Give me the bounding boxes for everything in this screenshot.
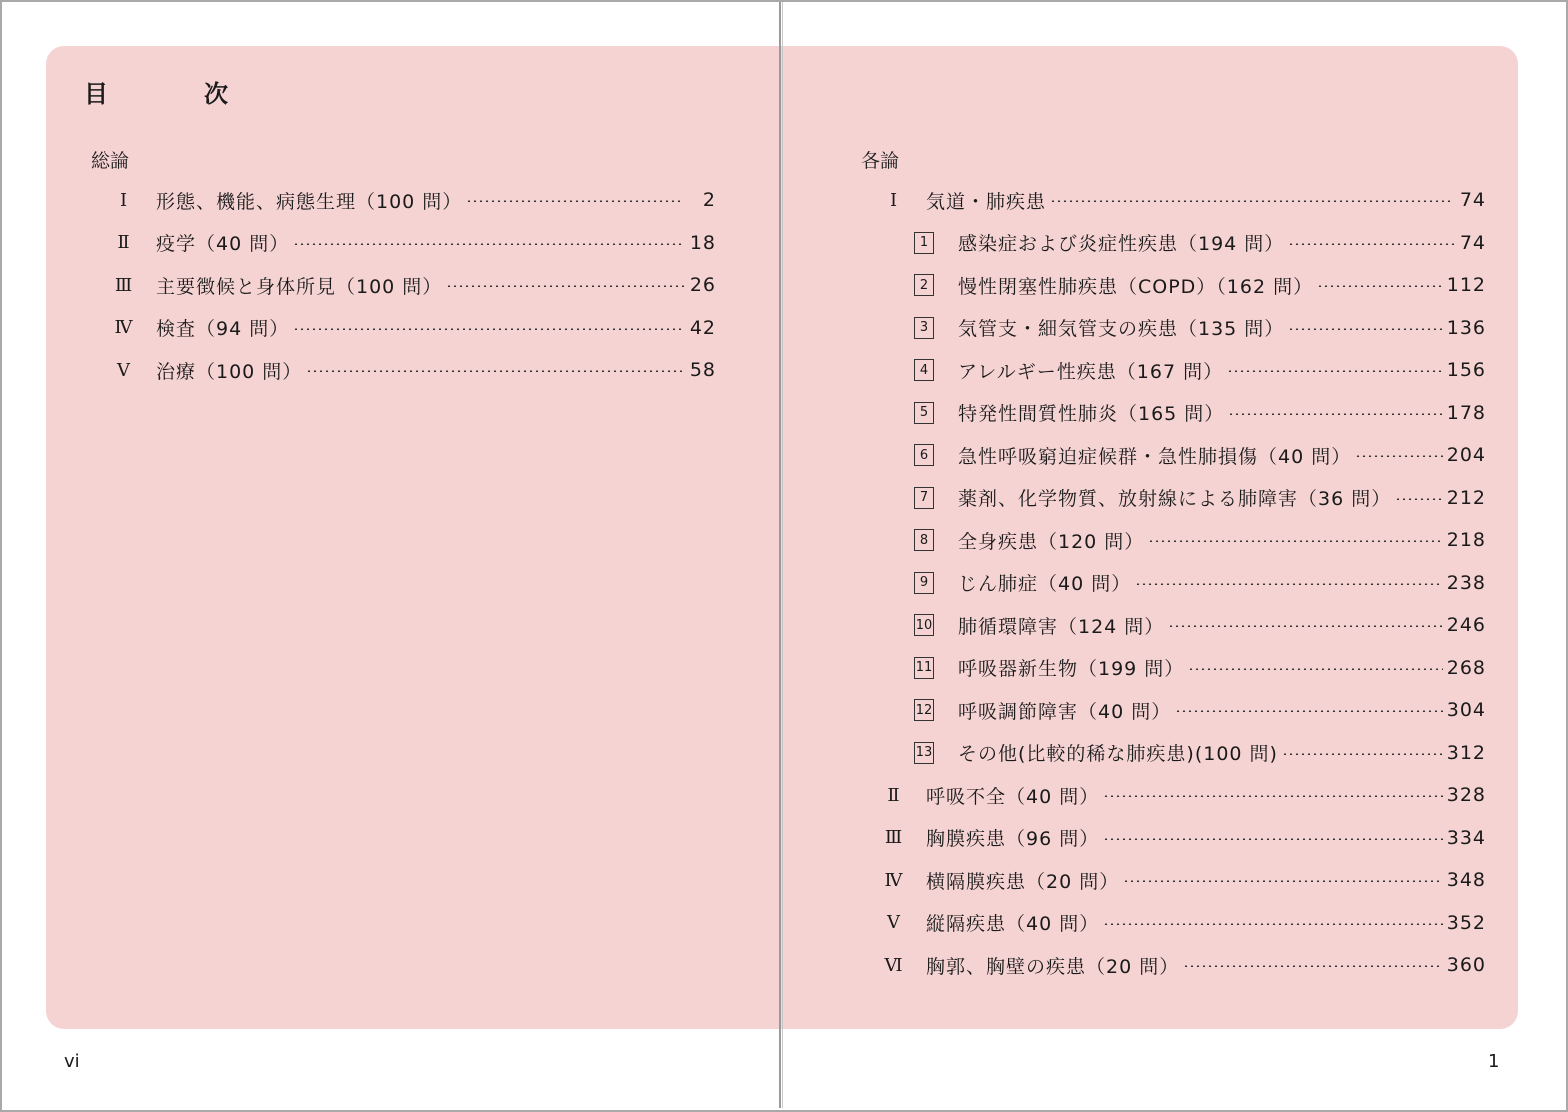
chapter-number: Ⅰ <box>119 189 129 211</box>
dot-leader <box>1317 285 1443 287</box>
chapter-number: Ⅰ <box>889 189 899 211</box>
toc-entry[interactable] <box>874 902 1486 945</box>
toc-entry[interactable] <box>874 732 1486 775</box>
toc-entry[interactable] <box>874 179 1486 222</box>
toc-page-number: 360 <box>1446 954 1486 977</box>
toc-page-number: 156 <box>1446 359 1486 382</box>
section-number-box: 9 <box>914 572 934 594</box>
book-spine <box>779 2 781 1108</box>
dot-leader <box>1183 965 1443 967</box>
dot-leader <box>1050 200 1454 202</box>
section-number-box: 8 <box>914 529 934 551</box>
toc-entry[interactable] <box>874 689 1486 732</box>
chapter-number: Ⅵ <box>884 954 904 976</box>
toc-page-number: 304 <box>1446 699 1486 722</box>
section-number-box: 13 <box>914 742 934 764</box>
dot-leader <box>1288 243 1454 245</box>
dot-leader <box>306 370 684 372</box>
toc-page-number: 268 <box>1446 656 1486 679</box>
chapter-number: Ⅱ <box>117 232 131 254</box>
chapter-number: Ⅴ <box>117 359 131 381</box>
toc-entry[interactable] <box>874 434 1486 477</box>
dot-leader <box>1188 668 1442 670</box>
toc-entry-label: 肺循環障害（124 問） <box>958 615 1165 638</box>
toc-entry[interactable] <box>104 349 716 392</box>
toc-entry-label: 形態、機能、病態生理（100 問） <box>156 190 463 213</box>
toc-page-number: 2 <box>702 189 716 212</box>
toc-entry[interactable] <box>874 647 1486 690</box>
dot-leader <box>293 328 684 330</box>
toc-entry-label: 気管支・細気管支の疾患（135 問） <box>958 318 1285 341</box>
dot-leader <box>1228 413 1442 415</box>
dot-leader <box>1395 498 1443 500</box>
toc-page-number: 74 <box>1459 189 1486 212</box>
toc-page-number: 26 <box>689 274 716 297</box>
toc-entry[interactable] <box>874 562 1486 605</box>
toc-entry[interactable] <box>874 392 1486 435</box>
chapter-number: Ⅳ <box>114 317 134 339</box>
section-number-box: 3 <box>914 317 934 339</box>
toc-page-number: 204 <box>1446 444 1486 467</box>
toc-entry[interactable] <box>874 264 1486 307</box>
section-number-box: 6 <box>914 444 934 466</box>
toc-entry[interactable] <box>874 349 1486 392</box>
dot-leader <box>1168 625 1442 627</box>
dot-leader <box>293 243 684 245</box>
page-title: 目 次 <box>84 80 264 108</box>
toc-page-number: 352 <box>1446 911 1486 934</box>
toc-page-number: 238 <box>1446 571 1486 594</box>
toc-entry-label: 胸膜疾患（96 問） <box>926 828 1100 851</box>
toc-entry-label: その他(比較的稀な肺疾患)(100 問) <box>958 743 1278 766</box>
dot-leader <box>1103 795 1443 797</box>
toc-entry-label: 呼吸不全（40 問） <box>926 785 1100 808</box>
toc-entry[interactable] <box>874 222 1486 265</box>
toc-page-number: 312 <box>1446 741 1486 764</box>
toc-entry-label: 特発性間質性肺炎（165 問） <box>958 403 1225 426</box>
toc-page-number: 246 <box>1446 614 1486 637</box>
toc-entry-label: 検査（94 問） <box>156 318 290 341</box>
dot-leader <box>446 285 684 287</box>
chapter-number: Ⅳ <box>884 869 904 891</box>
toc-entry[interactable] <box>104 307 716 350</box>
toc-entry-label: 全身疾患（120 問） <box>958 530 1145 553</box>
toc-entry[interactable] <box>104 264 716 307</box>
dot-leader <box>1103 923 1443 925</box>
toc-entry-label: 慢性閉塞性肺疾患（COPD）（162 問） <box>958 275 1314 298</box>
toc-entry[interactable] <box>874 477 1486 520</box>
section-number-box: 10 <box>914 614 934 636</box>
dot-leader <box>1175 710 1443 712</box>
dot-leader <box>1103 838 1443 840</box>
toc-entry[interactable] <box>874 944 1486 987</box>
toc-page-number: 74 <box>1459 231 1486 254</box>
section-number-box: 5 <box>914 402 934 424</box>
toc-entry-label: アレルギー性疾患（167 問） <box>958 360 1224 383</box>
toc-list-specific <box>874 179 1486 987</box>
toc-entry[interactable] <box>874 307 1486 350</box>
section-number-box: 1 <box>914 232 934 254</box>
section-heading-specific: 各論 <box>861 150 900 172</box>
toc-entry[interactable] <box>874 817 1486 860</box>
toc-entry-label: 急性呼吸窮迫症候群・急性肺損傷（40 問） <box>958 445 1352 468</box>
toc-entry-label: 疫学（40 問） <box>156 233 290 256</box>
dot-leader <box>1123 880 1443 882</box>
toc-entry-label: 胸郭、胸壁の疾患（20 問） <box>926 955 1180 978</box>
chapter-number: Ⅴ <box>887 912 901 934</box>
chapter-number: Ⅲ <box>884 827 904 849</box>
toc-entry-label: 感染症および炎症性疾患（194 問） <box>958 233 1285 256</box>
toc-entry-label: 主要徴候と身体所見（100 問） <box>156 275 443 298</box>
toc-entry[interactable] <box>104 179 716 222</box>
chapter-number: Ⅱ <box>887 784 901 806</box>
toc-page-number: 58 <box>689 359 716 382</box>
section-heading-general: 総論 <box>91 150 130 172</box>
section-number-box: 12 <box>914 699 934 721</box>
toc-entry-label: 縦隔疾患（40 問） <box>926 913 1100 936</box>
dot-leader <box>1227 370 1443 372</box>
toc-entry-label: 呼吸調節障害（40 問） <box>958 700 1172 723</box>
toc-page-number: 112 <box>1446 274 1486 297</box>
section-number-box: 11 <box>914 657 934 679</box>
toc-entry-label: 横隔膜疾患（20 問） <box>926 870 1120 893</box>
folio-right: 1 <box>1488 1051 1500 1072</box>
dot-leader <box>1282 753 1443 755</box>
toc-list-general <box>104 179 716 392</box>
dot-leader <box>466 200 684 202</box>
toc-entry[interactable] <box>874 774 1486 817</box>
chapter-number: Ⅲ <box>114 274 134 296</box>
folio-left: vi <box>64 1051 80 1072</box>
toc-page-number: 178 <box>1446 401 1486 424</box>
toc-page-number: 348 <box>1446 869 1486 892</box>
toc-page-number: 218 <box>1446 529 1486 552</box>
toc-entry[interactable] <box>104 222 716 265</box>
dot-leader <box>1288 328 1442 330</box>
section-number-box: 4 <box>914 359 934 381</box>
section-number-box: 2 <box>914 274 934 296</box>
dot-leader <box>1148 540 1442 542</box>
toc-page-number: 18 <box>689 231 716 254</box>
book-spine-shadow <box>782 2 783 1108</box>
toc-entry-label: 薬剤、化学物質、放射線による肺障害（36 問） <box>958 488 1392 511</box>
section-number-box: 7 <box>914 487 934 509</box>
toc-entry-label: じん肺症（40 問） <box>958 573 1132 596</box>
toc-page-number: 212 <box>1446 486 1486 509</box>
toc-entry[interactable] <box>874 604 1486 647</box>
toc-entry[interactable] <box>874 859 1486 902</box>
toc-page-number: 136 <box>1446 316 1486 339</box>
dot-leader <box>1355 455 1443 457</box>
toc-page-number: 42 <box>689 316 716 339</box>
toc-entry[interactable] <box>874 519 1486 562</box>
dot-leader <box>1135 583 1443 585</box>
toc-entry-label: 気道・肺疾患 <box>926 190 1047 213</box>
toc-entry-label: 呼吸器新生物（199 問） <box>958 658 1185 681</box>
toc-page-number: 334 <box>1446 826 1486 849</box>
toc-entry-label: 治療（100 問） <box>156 360 303 383</box>
toc-page-number: 328 <box>1446 784 1486 807</box>
